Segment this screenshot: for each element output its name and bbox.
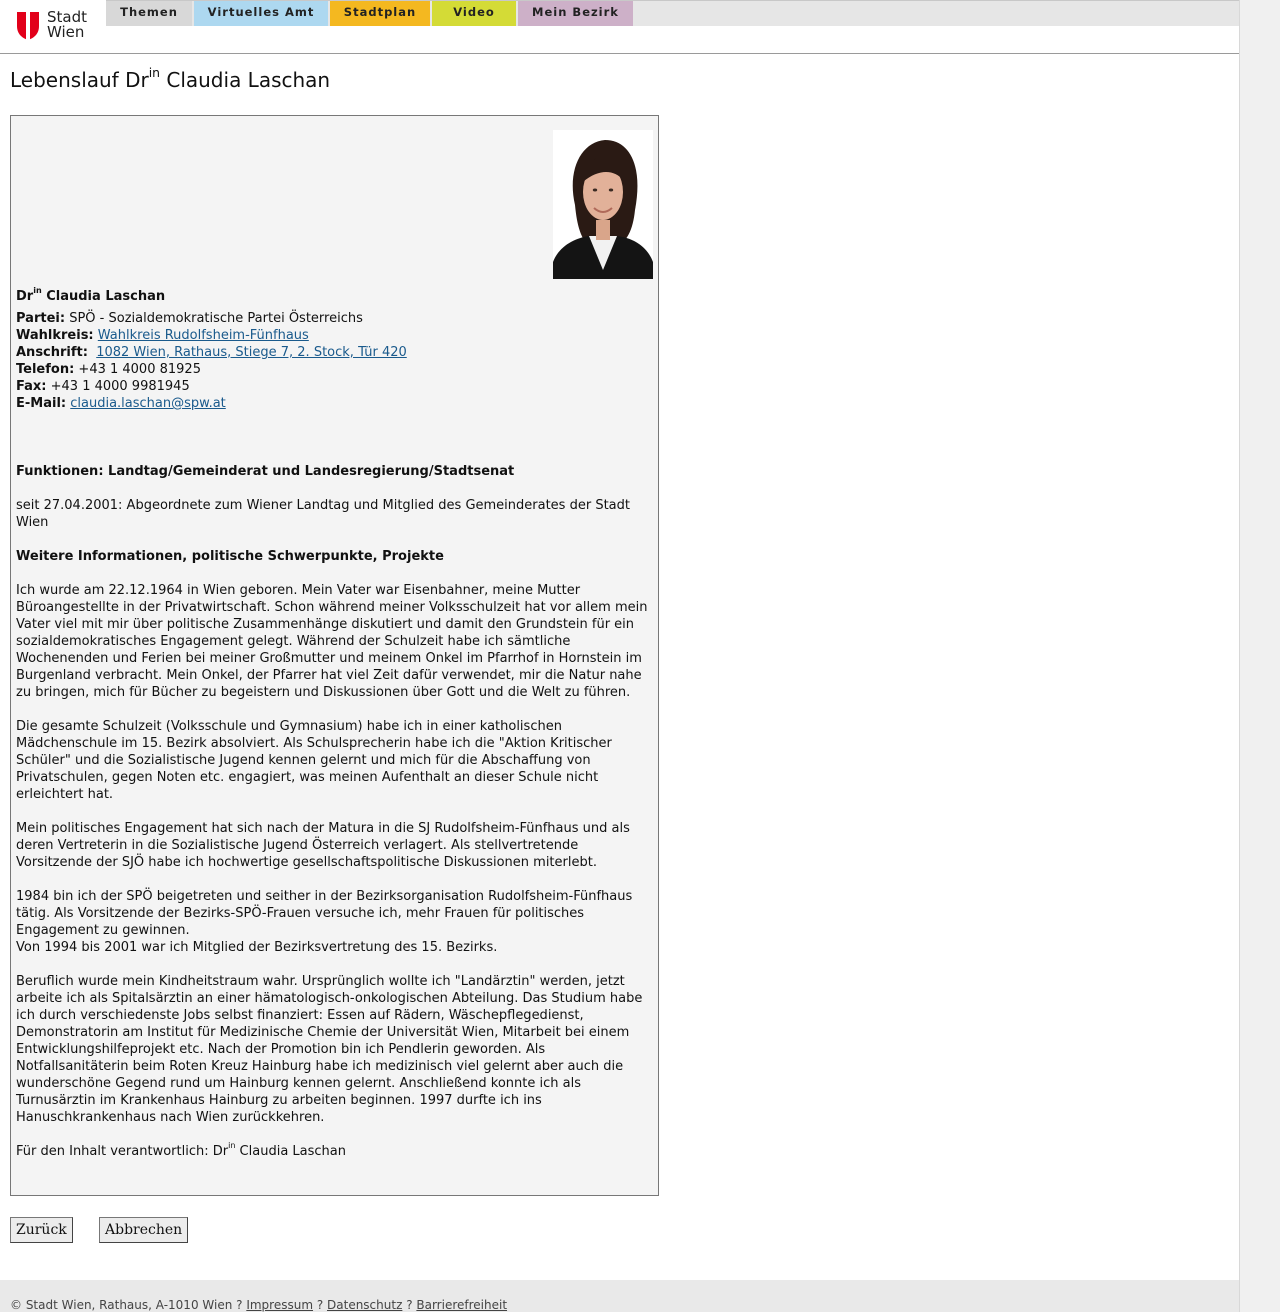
stadt-wien-logo[interactable]: [16, 9, 92, 43]
anschrift-link[interactable]: 1082 Wien, Rathaus, Stiege 7, 2. Stock, Tür 420: [96, 345, 407, 360]
wahlkreis-link[interactable]: Wahlkreis Rudolfsheim-Fünfhaus: [97, 328, 309, 343]
anschrift-row: [16, 344, 650, 361]
footer-copyright: © Stadt Wien, Rathaus, A-1010 Wien ?: [10, 1298, 247, 1312]
email-link[interactable]: claudia.laschan@spw.at: [70, 396, 226, 411]
footer-separator: ?: [402, 1298, 417, 1312]
partei-value: SPÖ - Sozialdemokratische Partei Österreichs: [69, 311, 363, 326]
fax-value: +43 1 4000 9981945: [50, 379, 190, 394]
bio-paragraph-4: [16, 888, 650, 956]
nav-tab-virtuelles-amt[interactable]: Virtuelles Amt: [194, 1, 328, 26]
logo-wordmark: [47, 10, 87, 40]
telefon-row: [16, 361, 650, 378]
biography-content: [16, 288, 650, 1177]
bio-paragraph-1: Ich wurde am 22.12.1964 in Wien geboren. Mein Vater war Eisenbahner, meine Mutter Büroangestellte in der Privatwirtschaft. Schon während meiner Volksschulzeit hat vor allem mein Vater viel mit mir über politische Zusammenhänge diskutiert und damit den Grundstein für ein sozialdemokratisches Engagement gelegt. Während der Schulzeit habe ich sämtliche Wochenenden und Ferien bei meiner Großmutter und meinem Onkel im Pfarrhof in Hornstein im Burgenland verbracht. Mein Onkel, der Pfarrer hat viel Zeit dafür verwendet, mir die Natur nahe zu bringen, mich für Bücher zu begeistern und Diskussionen über Gott und die Welt zu führen.: [16, 583, 648, 700]
telefon-label: Telefon:: [16, 362, 75, 377]
funktionen-text: seit 27.04.2001: Abgeordnete zum Wiener Landtag und Mitglied des Gemeinderates der Stadt Wien: [16, 498, 630, 530]
bio-paragraph-5: Beruflich wurde mein Kindheitstraum wahr. Ursprünglich wollte ich "Landärztin" werden, jetzt arbeite ich als Spitalsärztin an einer hämatologisch-onkologischen Abteilung. Das Studium habe ich durch verschiedenste Jobs selbst finanziert: Essen auf Rädern, Wäschepflegedienst, Demonstratorin am Institut für Medizinische Chemie der Universität Wien, Mitarbeit bei einem Entwicklungshilfeprojekt etc. Nach der Promotion bin ich Pendlerin geworden. Als Notfallsanitäterin beim Roten Kreuz Hainburg habe ich medizinisch viel gelernt aber auch die wunderschöne Gegend rund um Hainburg kennen gelernt. Anschließend konnte ich als Turnusärztin im Krankenhaus Hainburg zu arbeiten beginnen. 1997 durfte ich ins Hanuschkrankenhaus nach Wien zurückkehren.: [16, 974, 643, 1125]
footer-datenschutz-link[interactable]: Datenschutz: [327, 1298, 403, 1312]
main-navigation: [106, 0, 1239, 26]
footer-impressum-link[interactable]: Impressum: [246, 1298, 314, 1312]
bio-paragraph-4a: 1984 bin ich der SPÖ beigetreten und seither in der Bezirksorganisation Rudolfsheim-Fünfhaus tätig. Als Vorsitzende der Bezirks-SPÖ-Frauen versuche ich, mehr Frauen für politisches Engagement zu gewinnen.: [16, 889, 633, 938]
telefon-value: +43 1 4000 81925: [78, 362, 201, 377]
wien-shield-icon: [16, 11, 40, 41]
email-label: E-Mail:: [16, 396, 67, 411]
nav-tab-mein-bezirk[interactable]: Mein Bezirk: [518, 1, 633, 26]
portrait-photo: [553, 130, 653, 279]
logo-line-1: Stadt: [47, 8, 87, 26]
partei-label: Partei:: [16, 311, 66, 326]
fax-row: [16, 378, 650, 395]
scrollbar-track[interactable]: [1239, 0, 1280, 1312]
content-responsibility: Für den Inhalt verantwortlich: $Dr^{in}$ Claudia Laschan: [16, 1141, 346, 1159]
logo-line-2: Wien: [47, 23, 85, 41]
footer-separator: ?: [313, 1298, 328, 1312]
anschrift-label: Anschrift:: [16, 345, 88, 360]
weitere-informationen-heading: Weitere Informationen, politische Schwerpunkte, Projekte: [16, 549, 444, 564]
nav-tab-stadtplan[interactable]: Stadtplan: [330, 1, 430, 26]
partei-row: [16, 310, 650, 327]
wahlkreis-row: [16, 327, 650, 344]
biography-panel: [10, 115, 659, 1196]
bio-paragraph-3: Mein politisches Engagement hat sich nach der Matura in die SJ Rudolfsheim-Fünfhaus und als deren Vertreterin in die Sozialistische Jugend Österreich verlagert. Als stellvertretende Vorsitzende der SJÖ habe ich hochwertige gesellschaftspolitische Diskussionen miterlebt.: [16, 821, 630, 870]
header-bar: [0, 0, 1239, 54]
profile-name: $Dr^{in}$ Claudia Laschan: [16, 286, 166, 304]
bio-paragraph-2: Die gesamte Schulzeit (Volksschule und Gymnasium) habe ich in einer katholischen Mädchenschule im 15. Bezirk absolviert. Als Schulsprecherin habe ich die "Aktion Kritischer Schüler" und die Sozialistische Jugend kennen gelernt und mich für die Abschaffung von Privatschulen, gegen Noten etc. engagiert, was meinen Aufenthalt an dieser Schule nicht erleichtert hat.: [16, 719, 612, 802]
back-button[interactable]: Zurück: [10, 1217, 73, 1243]
nav-tab-themen[interactable]: Themen: [106, 1, 192, 26]
page-title: Lebenslauf $Dr^{in}$ Claudia Laschan: [10, 65, 331, 92]
footer-barrierefreiheit-link[interactable]: Barrierefreiheit: [416, 1298, 508, 1312]
footer: [0, 1280, 1239, 1312]
fax-label: Fax:: [16, 379, 47, 394]
funktionen-heading: Funktionen: Landtag/Gemeinderat und Landesregierung/Stadtsenat: [16, 464, 515, 479]
wahlkreis-label: Wahlkreis:: [16, 328, 94, 343]
email-row: [16, 395, 650, 412]
nav-tab-video[interactable]: Video: [432, 1, 516, 26]
cancel-button[interactable]: Abbrechen: [99, 1217, 188, 1243]
bio-paragraph-4b: Von 1994 bis 2001 war ich Mitglied der Bezirksvertretung des 15. Bezirks.: [16, 940, 498, 955]
